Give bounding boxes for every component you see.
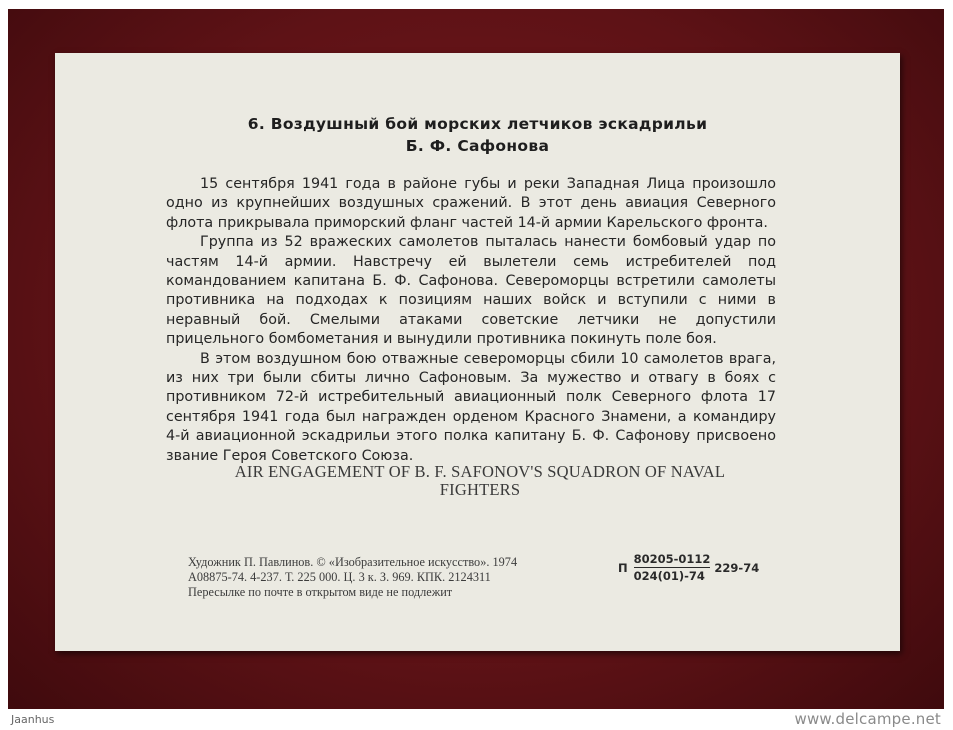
english-caption-line-2: FIGHTERS <box>439 480 521 499</box>
catalog-code <box>618 552 759 583</box>
english-caption-line-1: AIR ENGAGEMENT OF B. F. SAFONOV'S SQUADRON OF NAVAL <box>234 462 726 481</box>
site-watermark: www.delcampe.net <box>794 710 941 728</box>
code-fraction <box>634 552 711 583</box>
code-numerator: 80205-0112 <box>633 552 711 566</box>
paragraph-3: В этом воздушном бою отважные североморцы сбили 10 самолетов врага, из них три были сбиты лично Сафоновым. За мужество и отвагу в боях с противником 72-й истребительный авиационный полк Северного флота 17 сентября 1941 года был награжден орденом Красного Знамени, а командиру 4-й авиационной эскадрильи этого полка капитану Б. Ф. Сафонову присвоено звание Героя Советского Союза. <box>166 350 776 464</box>
paragraph-1: 15 сентября 1941 года в районе губы и реки Западная Лица произошло одно из крупнейших воздушных сражений. В этот день авиация Северного флота прикрывала приморский фланг частей 14-й армии Карельского фронта. <box>166 176 776 231</box>
card-title <box>55 113 900 157</box>
seller-watermark: Jaanhus <box>11 713 55 726</box>
imprint-line-3: Пересылке по почте в открытом виде не подлежит <box>188 585 453 599</box>
body-text <box>166 175 776 466</box>
publisher-imprint <box>188 555 517 600</box>
imprint-line-2: А08875-74. 4-237. Т. 225 000. Ц. 3 к. З. 969. КПК. 2124311 <box>188 570 491 584</box>
imprint-line-1: Художник П. Павлинов. © «Изобразительное искусство». 1974 <box>188 555 518 569</box>
code-order: 229-74 <box>714 560 760 575</box>
paragraph-2: Группа из 52 вражеских самолетов пыталась нанести бомбовый удар по частям 14-й армии. Навстречу ей вылетели семь истребителей под командованием капитана Б. Ф. Сафонова. Североморцы встретили самолеты противника на подходах к позициям наших войск и вступили с ними в неравный бой. Смелыми атаками советские летчики не допустили прицельного бомбометания и вынудили противника покинуть поле боя. <box>166 234 776 348</box>
title-line-1: 6. Воздушный бой морских летчиков эскадрильи <box>247 115 708 133</box>
english-caption <box>185 463 775 499</box>
code-letter: П <box>618 560 628 575</box>
postcard <box>55 53 900 651</box>
code-denominator: 024(01)-74 <box>633 569 705 583</box>
title-line-2: Б. Ф. Сафонова <box>405 137 550 155</box>
